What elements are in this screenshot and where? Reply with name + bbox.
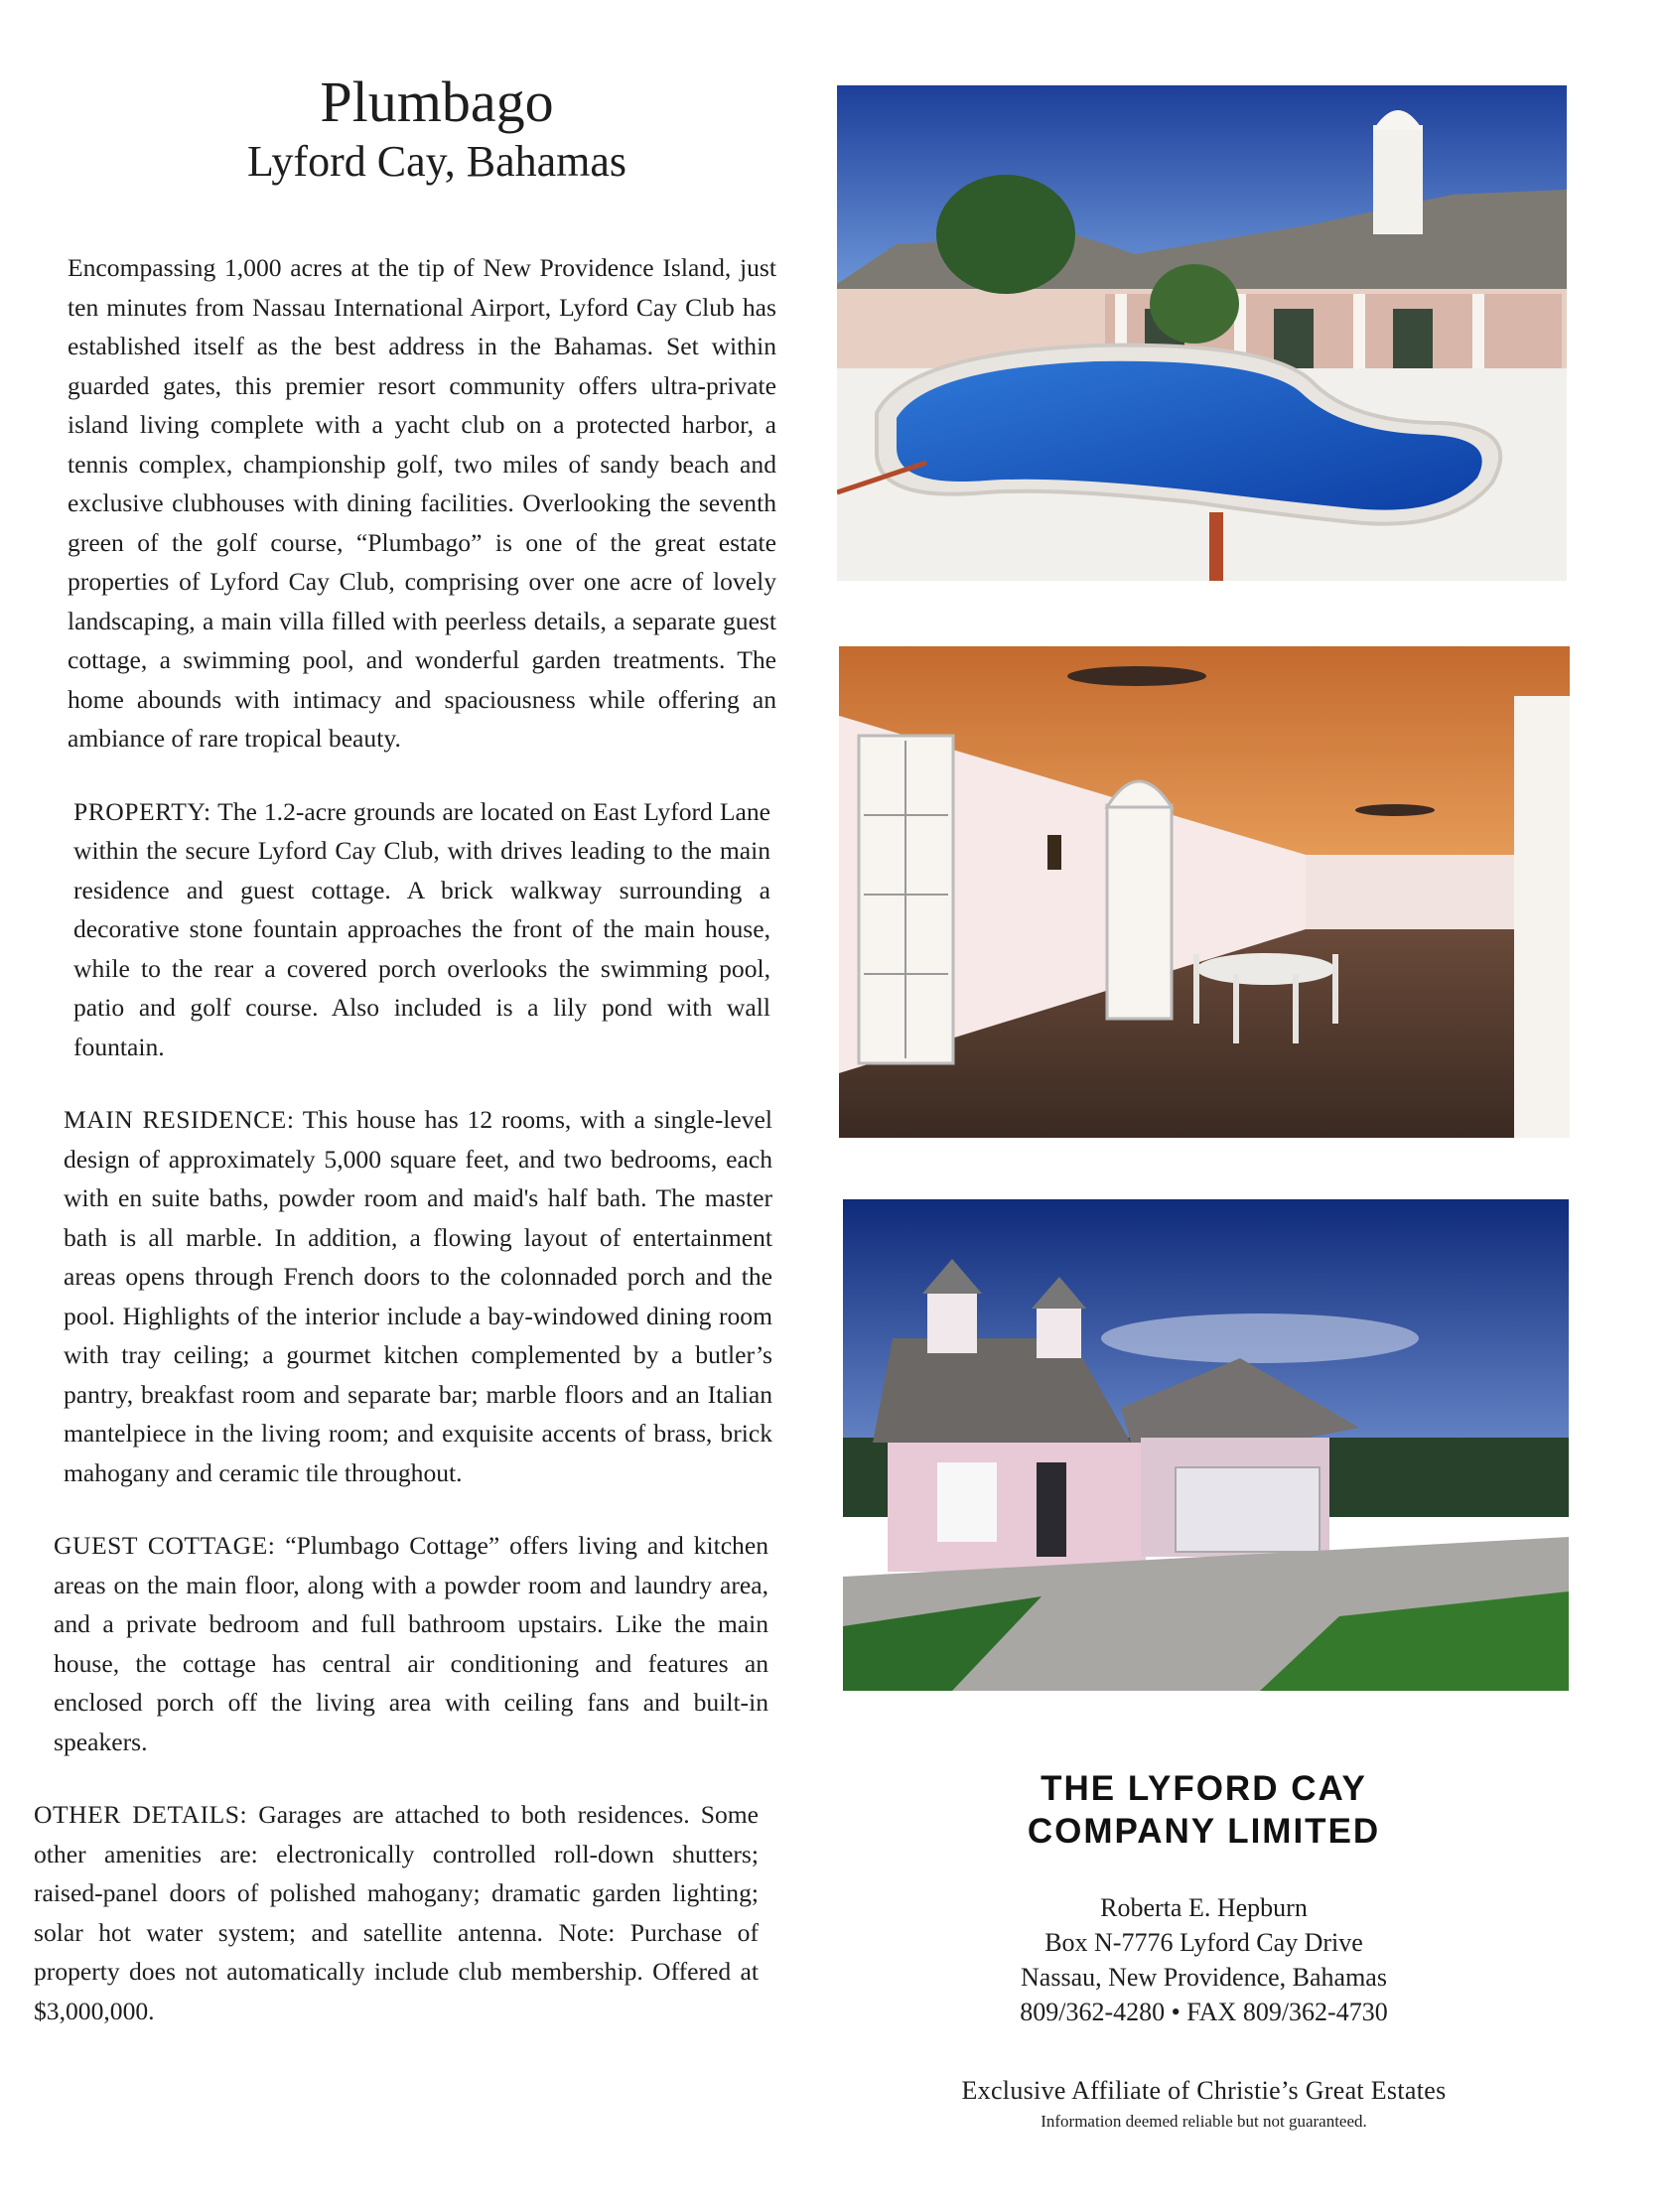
agency-block [839,1767,1569,2134]
section-text: Garages are attached to both residences. Some other amenities are: electronically controlled roll-down shutters; raised-panel doors of polished mahogany; dramatic garden lighting; solar hot water system; and satellite antenna. Note: Purchase of property does not automatically include club membership. Offered at $3,000,000. [34,1800,760,2025]
section-heading: GUEST COTTAGE: [54,1531,276,1560]
phone-fax: 809/362-4280 • FAX 809/362-4730 [1020,1998,1388,2026]
cottage-photo [843,1199,1569,1691]
agency-name-line2: COMPANY LIMITED [1027,1812,1381,1851]
section-text: “Plumbago Cottage” offers living and kitchen areas on the main floor, along with a powder room and laundry area, and a private bedroom and full bathroom upstairs. Like the main house, the cottage has central air conditioning and features an enclosed porch off the living area with ceiling fans and built-in speakers. [54,1531,769,1756]
section-heading: OTHER DETAILS: [34,1800,248,1829]
section-heading: PROPERTY: [73,796,211,826]
agency-name-line1: THE LYFORD CAY [1041,1769,1367,1808]
other-details-section [34,1795,759,2030]
section-text: This house has 12 rooms, with a single-level design of approximately 5,000 square feet, and two bedrooms, each with en suite baths, powder room and maid's half bath. The master bath is all marble. In addition, a flowing layout of entertainment areas opens through French doors to the colonnaded porch and the pool. Highlights of the interior include a bay-windowed dining room with tray ceiling; a gourmet kitchen complemented by a butler’s pantry, breakfast room and separate bar; marble floors and an Italian mantelpiece in the living room; and exquisite accents of brass, brick mahogany and ceramic tile throughout. [64,1105,773,1487]
agency-contact [839,1890,1569,2029]
listing-text-column [30,69,784,2064]
section-heading: MAIN RESIDENCE: [64,1105,295,1134]
intro-paragraph: Encompassing 1,000 acres at the tip of New Providence Island, just ten minutes from Nassau International Airport, Lyford Cay Club has established itself as the best address in the Bahamas. Set within guarded gates, this premier resort community offers ultra-private island living complete with a yacht club on a protected harbor, a tennis complex, championship golf, two miles of sandy beach and exclusive clubhouses with dining facilities. Overlooking the seventh green of the golf course, “Plumbago” is one of the great estate properties of Lyford Cay Club, comprising over one acre of lovely landscaping, a main villa filled with peerless details, a separate guest cottage, a swimming pool, and wonderful garden treatments. The home abounds with intimacy and spaciousness while offering an ambiance of rare tropical beauty. [68,253,776,753]
address-line2: Nassau, New Providence, Bahamas [1021,1963,1387,1992]
porch-photo [839,646,1570,1138]
guest-cottage-section [54,1526,768,1761]
property-location: Lyford Cay, Bahamas [246,137,627,186]
property-title: Plumbago [320,69,554,134]
property-section [73,792,770,1067]
affiliate-line: Exclusive Affiliate of Christie’s Great Estates [961,2076,1447,2105]
contact-name: Roberta E. Hepburn [1100,1893,1308,1922]
pool-photo [837,85,1567,581]
section-text: The 1.2-acre grounds are located on East Lyford Lane within the secure Lyford Cay Club, with drives leading to the main residence and guest cottage. A brick walkway surrounding a decorative stone fountain approaches the front of the main house, while to the rear a covered porch overlooks the swimming pool, patio and golf course. Also included is a lily pond with wall fountain. [73,796,770,1061]
address-line1: Box N-7776 Lyford Cay Drive [1044,1928,1363,1957]
main-residence-section [64,1100,772,1492]
disclaimer: Information deemed reliable but not guaranteed. [1041,2112,1367,2131]
